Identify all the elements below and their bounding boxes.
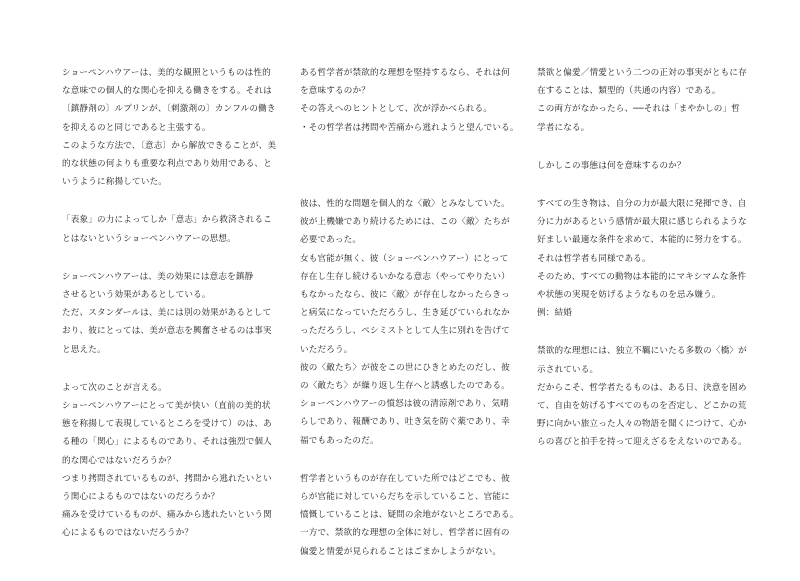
paragraph	[62, 268, 284, 359]
text-line: 偏愛と情愛が見られることはごまかしようがない。	[300, 546, 502, 557]
text-line: 禁欲的な理想には、独立不羈にいたる多数の〈橋〉が	[537, 346, 747, 357]
text-line: ショーペンハウアーの憤怒は彼の清涼剤であり、気晴	[300, 399, 509, 410]
text-line: 心によるものではないだろうか？	[62, 528, 194, 539]
text-line: 一方で、禁欲的な理想の全体に対し、哲学者に固有の	[300, 528, 510, 539]
text-line: と病気になっていただろうし、生き延びていられなか	[300, 308, 510, 319]
paragraph	[300, 64, 522, 137]
text-line: 彼の〈敵たち〉が彼をこの世にひきとめたのだし、彼	[300, 362, 510, 373]
text-line: いただろう。	[300, 344, 353, 355]
text-line: しかしこの事態は何を意味するのか？	[537, 160, 686, 171]
text-line: 禁欲と偏愛／情愛という二つの正対の事実がともに存	[537, 68, 747, 78]
text-line: 存在し生存し続けるいかなる意志（やってやりたい）	[300, 271, 510, 282]
text-line: とはないというショーペンハウアーの思想。	[62, 233, 236, 244]
text-line: 例：結婚	[537, 308, 572, 319]
text-column-3	[537, 64, 759, 472]
text-line: ただ、スタンダールは、美には別の効果があるとして	[62, 308, 272, 319]
paragraph	[537, 64, 759, 137]
paragraph	[537, 157, 759, 175]
text-line: 学者になる。	[537, 122, 590, 133]
text-line: ショーペンハウアーにとって美が快い（直前の美的状	[62, 401, 271, 412]
text-line: おり、彼にとっては、美が意志を興奮させるのは事実	[62, 326, 272, 337]
text-line: 福でもあったのだ。	[300, 435, 379, 446]
text-line: ・その哲学者は拷問や苦痛から逃れようと望んでいる。	[300, 122, 519, 133]
text-line: を抑えるのと同じであると主張する。	[62, 122, 211, 133]
paragraph	[537, 342, 759, 451]
text-line: らしであり、報酬であり、吐き気を防ぐ薬であり、幸	[300, 417, 510, 428]
text-line: 態を称揚して表現しているところを受けて）のは、あ	[62, 419, 272, 430]
text-line: ショーペンハウアーは、美の効果には意志を鎮静	[62, 271, 254, 282]
text-line: 〔鎮静剤の〕ルプリンが、〔刺激剤の〕カンフルの働き	[62, 104, 276, 115]
text-line: 「表象」の力によってしか「意志」から救済されるこ	[62, 215, 272, 226]
text-line: 好ましい最適な条件を求めて、本能的に努力をする。	[537, 235, 747, 246]
text-line	[300, 157, 522, 175]
text-line: いうように称揚していた。	[62, 177, 167, 188]
text-line: だからこそ、哲学者たるものは、ある日、決意を固め	[537, 382, 747, 393]
text-line: 分に力があるという感情が最大限に感じられるような	[537, 217, 747, 228]
text-line: っただろうし、ペシミストとして人生に別れを告げて	[300, 326, 510, 337]
paragraph	[300, 195, 522, 450]
text-line: 野に向かい旅立った人々の物語を聞くにつけて、心か	[537, 419, 747, 430]
paragraph	[62, 379, 284, 543]
text-line: よって次のことが言える。	[62, 382, 167, 393]
paragraph	[62, 211, 284, 247]
text-line: それは哲学者も同様である。	[537, 253, 651, 264]
text-line: 的な状態の何よりも重要な利点であり効用である、と	[62, 159, 272, 170]
text-line: や状態の実現を妨げるようなものを忌み嫌う。	[537, 290, 721, 301]
text-line: 痛みを受けているものが、痛みから逃れたいという関	[62, 510, 272, 521]
text-line: 哲学者というものが存在していた所ではどこでも、彼	[300, 473, 510, 484]
text-line: て、自由を妨げるすべてのものを否定し、どこかの荒	[537, 401, 747, 412]
text-line: そのため、すべての動物は本能的にマキシマムな条件	[537, 271, 747, 282]
text-column-2	[300, 64, 522, 581]
paragraph	[62, 64, 284, 191]
text-line: させるという効果があるとしている。	[62, 290, 211, 301]
text-line: ショーペンハウアーは、美的な観照というものは性的	[62, 68, 271, 78]
text-line: つまり拷問されているものが、拷問から逃れたいとい	[62, 473, 272, 484]
text-line: ある哲学者が禁欲的な理想を堅持するなら、それは何	[300, 68, 510, 78]
text-line: 必要であった。	[300, 235, 362, 246]
text-line: その答えへのヒントとして、次が浮かべられる。	[300, 104, 493, 115]
text-line: 示されている。	[537, 364, 599, 375]
text-line: 在することは、類型的（共通の内容）である。	[537, 86, 721, 97]
text-line: 的な関心ではないだろうか？	[62, 455, 176, 466]
text-line: このような方法で、〔意志〕から解放できることが、美	[62, 140, 277, 151]
text-line: を意味するのか？	[300, 86, 370, 97]
text-line: 憤慨していることは、疑問の余地がないところである。	[300, 510, 519, 521]
text-line: と思えた。	[62, 344, 106, 355]
text-line: う関心によるものではないのだろうか？	[62, 492, 220, 503]
text-line: の〈敵たち〉が繰り返し生存へと誘惑したのである。	[300, 381, 510, 392]
text-line: 彼は、性的な問題を個人的な〈敵〉とみなしていた。	[300, 199, 510, 210]
paragraph	[537, 195, 759, 322]
text-line: すべての生き物は、自分の力が最大限に発揮でき、自	[537, 199, 747, 210]
text-line: る種の「関心」によるものであり、それは強烈で個人	[62, 437, 272, 448]
text-line: らが官能に対していらだちを示していること、官能に	[300, 492, 510, 503]
text-line: 女も官能が無く、彼（ショーペンハウアー）にとって	[300, 253, 509, 264]
text-line: な意味での個人的な関心を抑える働きをする。それは	[62, 86, 272, 97]
text-line: らの喜びと拍手を持って迎えざるをえないのである。	[537, 437, 747, 448]
text-column-1	[62, 64, 284, 563]
paragraph	[300, 470, 522, 561]
text-line: もなかったなら、彼に〈敵〉が存在しなかったらきっ	[300, 290, 510, 301]
text-line: 彼が上機嫌であり続けるためには、この〈敵〉たちが	[300, 217, 510, 228]
text-line: この両方がなかったら、──それは「まやかしの」哲	[537, 104, 741, 115]
paragraph	[300, 157, 522, 175]
